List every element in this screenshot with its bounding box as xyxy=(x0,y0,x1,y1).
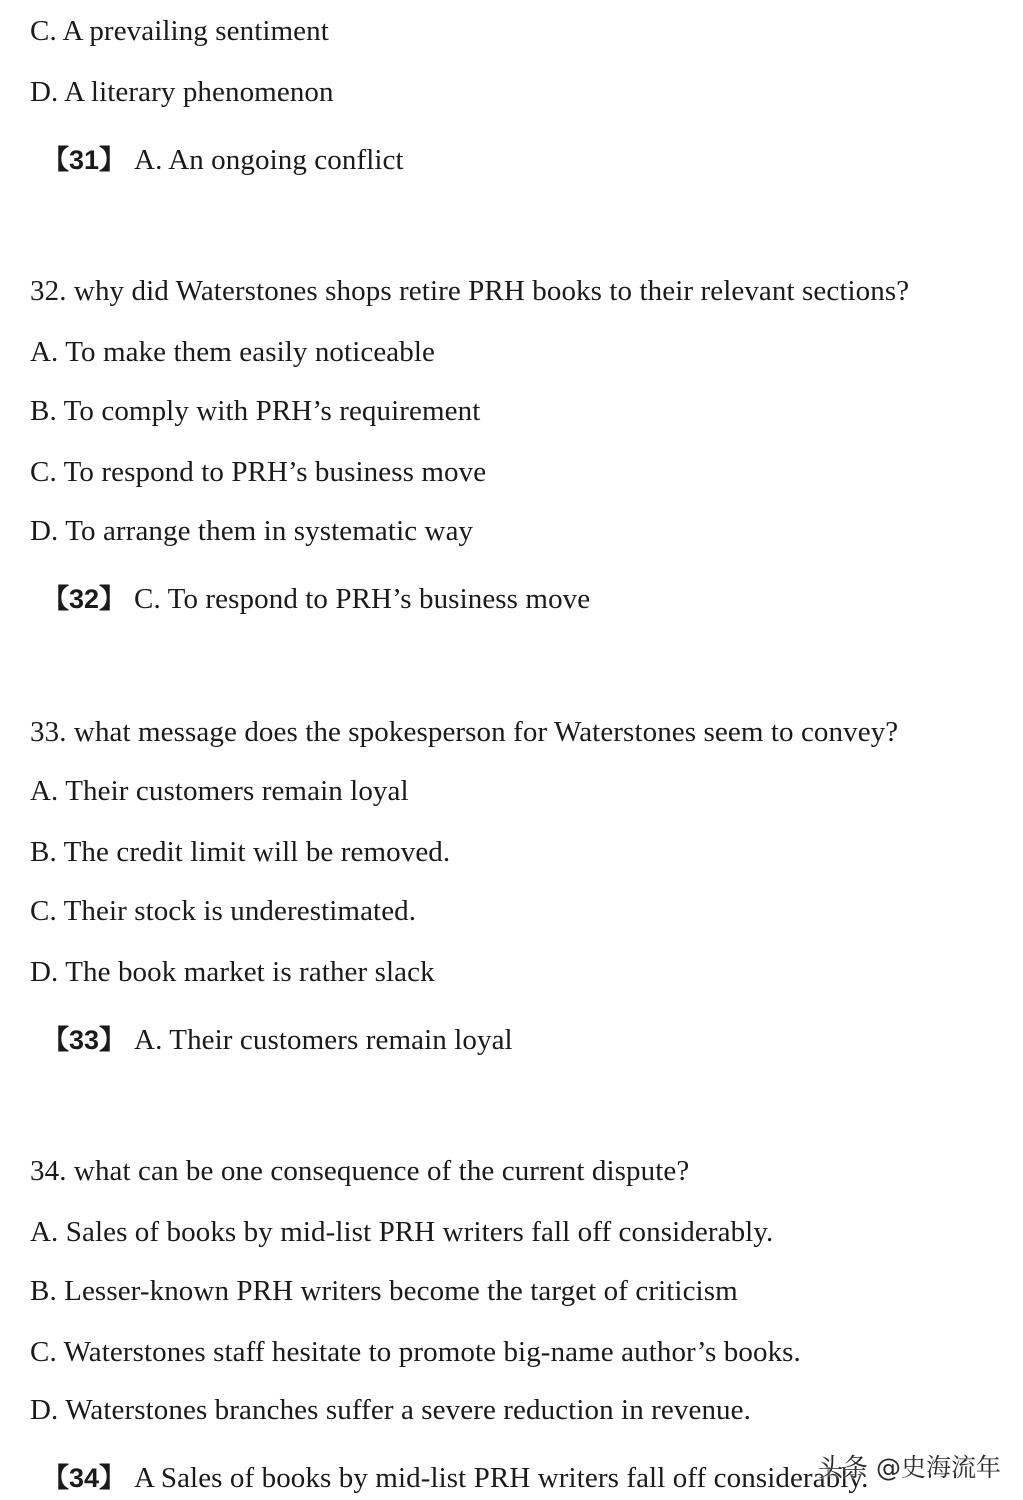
watermark: 头条 @史海流年 xyxy=(818,1453,1001,1482)
q31-answer-text: A. An ongoing conflict xyxy=(134,144,404,176)
q33-option-b: B. The credit limit will be removed. xyxy=(30,836,451,868)
q31-answer xyxy=(42,143,404,177)
q32-option-d: D. To arrange them in systematic way xyxy=(30,515,474,547)
q34-option-a: A. Sales of books by mid-list PRH writers fall off considerably. xyxy=(30,1216,774,1248)
q34-question: 34. what can be one consequence of the current dispute? xyxy=(30,1155,690,1187)
q34-option-c: C. Waterstones staff hesitate to promote big-name author’s books. xyxy=(30,1336,801,1368)
q34-answer-text: A Sales of books by mid-list PRH writers fall off considerably. xyxy=(134,1462,869,1494)
q33-answer-number: 【33】 xyxy=(42,1025,127,1055)
q33-answer xyxy=(42,1023,513,1057)
q31-option-d: D. A literary phenomenon xyxy=(30,76,334,108)
q34-answer-number: 【34】 xyxy=(42,1463,127,1493)
q31-answer-number: 【31】 xyxy=(42,145,127,175)
q32-option-c: C. To respond to PRH’s business move xyxy=(30,456,487,488)
q32-question: 32. why did Waterstones shops retire PRH books to their relevant sections? xyxy=(30,275,910,307)
q32-answer-number: 【32】 xyxy=(42,584,127,614)
q33-answer-text: A. Their customers remain loyal xyxy=(134,1024,513,1056)
q32-option-b: B. To comply with PRH’s requirement xyxy=(30,395,481,427)
q31-option-c: C. A prevailing sentiment xyxy=(30,15,329,47)
q34-option-b: B. Lesser-known PRH writers become the target of criticism xyxy=(30,1275,738,1307)
q32-option-a: A. To make them easily noticeable xyxy=(30,336,435,368)
q32-answer xyxy=(42,582,590,616)
q33-option-c: C. Their stock is underestimated. xyxy=(30,895,417,927)
q33-option-a: A. Their customers remain loyal xyxy=(30,775,409,807)
q33-question: 33. what message does the spokesperson for Waterstones seem to convey? xyxy=(30,716,899,748)
q32-answer-text: C. To respond to PRH’s business move xyxy=(134,583,591,615)
q33-option-d: D. The book market is rather slack xyxy=(30,956,435,988)
q34-option-d: D. Waterstones branches suffer a severe reduction in revenue. xyxy=(30,1394,751,1426)
q34-answer xyxy=(42,1461,869,1495)
